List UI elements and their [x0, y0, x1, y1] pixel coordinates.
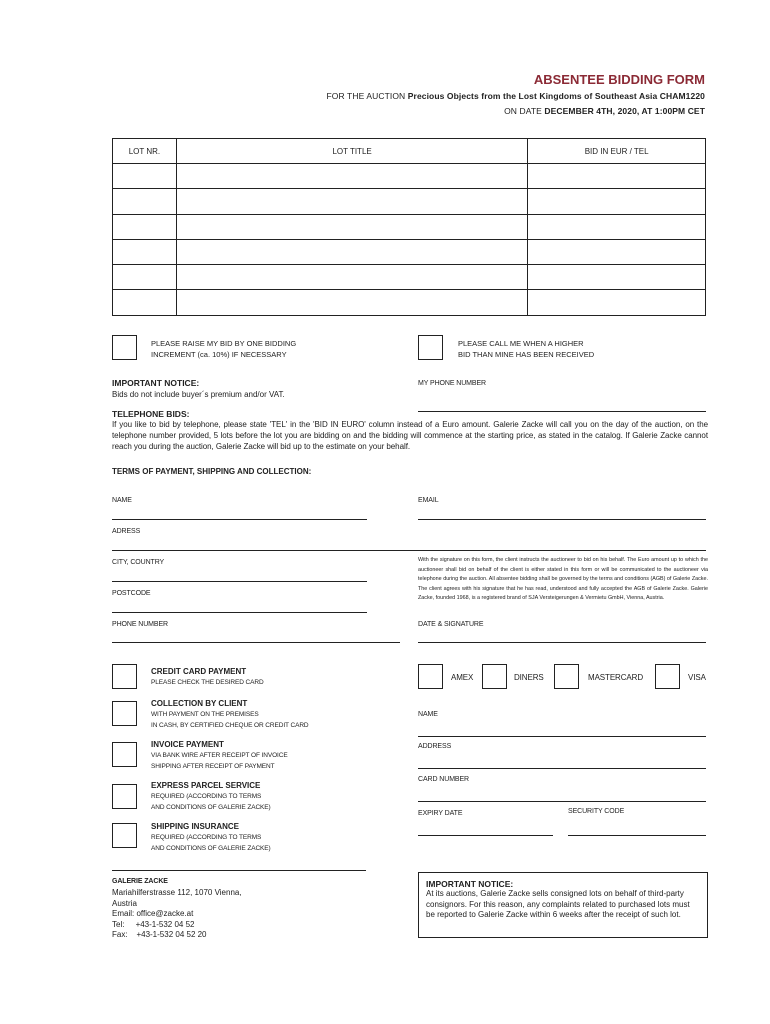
table-row — [113, 214, 706, 239]
name-label: NAME — [112, 497, 132, 504]
card-number-label: CARD NUMBER — [418, 776, 470, 783]
address-input-line[interactable] — [112, 550, 706, 551]
auction-line — [327, 91, 706, 101]
column-header: LOT TITLE — [176, 139, 527, 164]
invoice-payment-checkbox[interactable] — [112, 742, 137, 767]
address-label: ADRESS — [112, 528, 141, 535]
bid-cell[interactable] — [528, 290, 706, 315]
shipping-insurance-title: SHIPPING INSURANCE — [151, 822, 240, 831]
card-address-input-line[interactable] — [418, 768, 706, 769]
my-phone-label: MY PHONE NUMBER — [418, 380, 486, 387]
lot-nr-cell[interactable] — [113, 239, 177, 264]
lot-nr-cell[interactable] — [113, 164, 177, 189]
expiry-date-label: EXPIRY DATE — [418, 810, 463, 817]
date-signature-input-line[interactable] — [418, 642, 706, 643]
express-line2: AND CONDITIONS OF GALERIE ZACKE) — [151, 803, 271, 811]
visa-label: VISA — [688, 673, 706, 682]
bid-cell[interactable] — [528, 164, 706, 189]
shipping-line1: REQUIRED (ACCORDING TO TERMS — [151, 834, 262, 841]
auction-prefix: FOR THE AUCTION — [326, 91, 406, 101]
collection-by-client-checkbox[interactable] — [112, 701, 137, 726]
call-me-line1: PLEASE CALL ME WHEN A HIGHER — [458, 339, 584, 348]
express-parcel-title: EXPRESS PARCEL SERVICE — [151, 781, 261, 790]
diners-label: DINERS — [514, 673, 544, 682]
card-name-input-line[interactable] — [418, 736, 706, 737]
date-value: DECEMBER 4TH, 2020, AT 1:00PM CET — [544, 106, 705, 116]
lots-table-header — [113, 139, 706, 164]
lot-title-cell[interactable] — [176, 189, 527, 214]
credit-card-payment-checkbox[interactable] — [112, 664, 137, 689]
raise-bid-label — [151, 338, 296, 360]
raise-bid-checkbox[interactable] — [112, 335, 137, 360]
company-name: GALERIE ZACKE — [112, 878, 168, 885]
raise-bid-line1: PLEASE RAISE MY BID BY ONE BIDDING — [151, 339, 297, 348]
shipping-insurance-desc — [151, 833, 271, 854]
express-parcel-checkbox[interactable] — [112, 784, 137, 809]
auction-name: Precious Objects from the Lost Kingdoms of Southeast Asia CHAM1220 — [407, 91, 705, 101]
date-line — [504, 106, 705, 116]
card-name-label: NAME — [418, 711, 438, 718]
email-input-line[interactable] — [418, 519, 706, 520]
my-phone-input-line[interactable] — [418, 411, 706, 412]
lot-title-cell[interactable] — [176, 214, 527, 239]
footer-notice-heading: IMPORTANT NOTICE: — [426, 879, 514, 889]
date-prefix: ON DATE — [504, 106, 542, 116]
column-header: BID IN EUR / TEL — [528, 139, 706, 164]
lot-title-cell[interactable] — [176, 265, 527, 290]
security-code-label: SECURITY CODE — [568, 808, 625, 815]
postcode-input-line[interactable] — [112, 612, 367, 613]
table-row — [113, 290, 706, 315]
email-label: EMAIL — [418, 497, 439, 504]
lot-title-cell[interactable] — [176, 239, 527, 264]
table-row — [113, 265, 706, 290]
security-code-input-line[interactable] — [568, 835, 706, 836]
express-parcel-desc — [151, 792, 271, 813]
postcode-label: POSTCODE — [112, 590, 151, 597]
visa-checkbox[interactable] — [655, 664, 680, 689]
call-me-label — [458, 338, 594, 360]
collection-by-client-title: COLLECTION BY CLIENT — [151, 699, 248, 708]
credit-card-payment-desc: PLEASE CHECK THE DESIRED CARD — [151, 679, 264, 686]
notice-text: Bids do not include buyer´s premium and/or VAT. — [112, 390, 285, 399]
legal-text: With the signature on this form, the client instructs the auctioneer to bid on his behalf. The Euro amount up to which the auctioneer shall bid on behalf of the client is either stated in this form or will be communicated to the auctioneer via telephone during the auction. All absentee bidding shall be governed by the terms and conditions (AGB) of Galerie Zacke. The client agrees with his signature that he has read, understood and fully accepted the AGB of Galerie Zacke. Galerie Zacke, founded 1968, is a registered brand of SJA Versteigerungen & Vermietu GmbH, Vienna, Austria. — [418, 557, 708, 602]
card-address-label: ADDRESS — [418, 743, 452, 750]
collection-by-client-desc — [151, 710, 309, 731]
collection-line2: IN CASH, BY CERTIFIED CHEQUE OR CREDIT CARD — [151, 721, 309, 729]
company-fax: Fax: +43-1-532 04 52 20 — [112, 930, 207, 939]
important-notice-box — [418, 872, 708, 938]
phone-label: PHONE NUMBER — [112, 621, 168, 628]
footer-divider — [112, 870, 366, 871]
credit-card-payment-title: CREDIT CARD PAYMENT — [151, 667, 247, 676]
raise-bid-line2: INCREMENT (ca. 10%) IF NECESSARY — [151, 350, 287, 359]
bid-cell[interactable] — [528, 214, 706, 239]
call-me-checkbox[interactable] — [418, 335, 443, 360]
lot-title-cell[interactable] — [176, 164, 527, 189]
mastercard-checkbox[interactable] — [554, 664, 579, 689]
city-label: CITY, COUNTRY — [112, 559, 165, 566]
call-me-line2: BID THAN MINE HAS BEEN RECEIVED — [458, 350, 595, 359]
shipping-line2: AND CONDITIONS OF GALERIE ZACKE) — [151, 844, 271, 852]
shipping-insurance-checkbox[interactable] — [112, 823, 137, 848]
table-row — [113, 189, 706, 214]
invoice-payment-title: INVOICE PAYMENT — [151, 740, 224, 749]
column-header: LOT NR. — [113, 139, 177, 164]
table-row — [113, 239, 706, 264]
express-line1: REQUIRED (ACCORDING TO TERMS — [151, 793, 262, 800]
company-tel: Tel: +43-1-532 04 52 — [112, 919, 195, 929]
phone-input-line[interactable] — [112, 642, 400, 643]
mastercard-label: MASTERCARD — [588, 673, 644, 682]
company-address — [112, 888, 242, 941]
lot-nr-cell[interactable] — [113, 290, 177, 315]
expiry-date-input-line[interactable] — [418, 835, 553, 836]
form-title: ABSENTEE BIDDING FORM — [533, 72, 705, 87]
bid-cell[interactable] — [528, 239, 706, 264]
footer-notice-text: At its auctions, Galerie Zacke sells consigned lots on behalf of third-party consignors. For this reason, any complaints related to purchased lots must be reported to Galerie Zacke within 6 weeks after the receipt of such lot. — [426, 889, 690, 919]
invoice-payment-desc — [151, 751, 288, 772]
address-line1: Mariahilferstrasse 112, 1070 Vienna, — [112, 888, 242, 897]
card-number-input-line[interactable] — [418, 801, 706, 802]
amex-checkbox[interactable] — [418, 664, 443, 689]
telephone-bids-heading: TELEPHONE BIDS: — [112, 409, 190, 419]
lots-table — [112, 138, 706, 316]
terms-heading: TERMS OF PAYMENT, SHIPPING AND COLLECTION: — [112, 467, 312, 476]
bid-cell[interactable] — [528, 265, 706, 290]
invoice-line2: SHIPPING AFTER RECEIPT OF PAYMENT — [151, 762, 275, 770]
table-row — [113, 164, 706, 189]
lot-nr-cell[interactable] — [113, 265, 177, 290]
diners-checkbox[interactable] — [482, 664, 507, 689]
address-line2: Austria — [112, 898, 137, 908]
date-signature-label: DATE & SIGNATURE — [418, 621, 484, 628]
collection-line1: WITH PAYMENT ON THE PREMISES — [151, 711, 259, 718]
amex-label: AMEX — [451, 673, 474, 682]
invoice-line1: VIA BANK WIRE AFTER RECEIPT OF INVOICE — [151, 752, 288, 759]
city-input-line[interactable] — [112, 581, 367, 582]
name-input-line[interactable] — [112, 519, 367, 520]
notice-heading: IMPORTANT NOTICE: — [112, 378, 200, 388]
lot-nr-cell[interactable] — [113, 189, 177, 214]
telephone-bids-text: If you like to bid by telephone, please state 'TEL' in the 'BID IN EURO' column instead of a Euro amount. Galerie Zacke will call you on the day of the auction, on the telephone number provided, 5 lots before the lot you are bidding on and the bidding will commence at the starting price, as stated in the catalog. If Galerie Zacke cannot reach you during the auction, Galerie Zacke will bid up to the estimate on your behalf. — [112, 420, 708, 451]
lot-title-cell[interactable] — [176, 290, 527, 315]
company-email: Email: office@zacke.at — [112, 909, 194, 918]
lot-nr-cell[interactable] — [113, 214, 177, 239]
bid-cell[interactable] — [528, 189, 706, 214]
